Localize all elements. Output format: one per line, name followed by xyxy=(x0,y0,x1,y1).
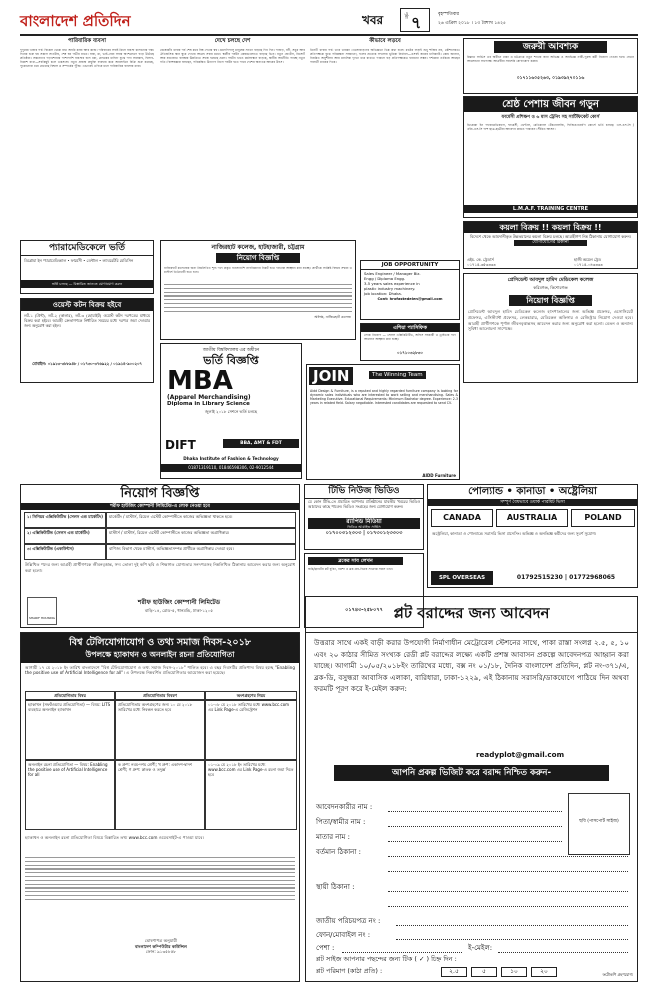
ad-job-opportunity xyxy=(360,260,460,320)
mba-sub: (Apparel Merchandising) xyxy=(167,394,251,401)
tv-company xyxy=(308,518,420,529)
telecom-header xyxy=(21,633,299,663)
housing-logo-text: SHARIF HOUSING xyxy=(28,616,56,620)
field-name-line[interactable] xyxy=(388,811,562,812)
company-phone: 01792515230 | 01772968065 xyxy=(516,574,616,581)
field-permanent-line[interactable] xyxy=(388,891,628,892)
news-article-sports xyxy=(310,38,460,238)
field-email: ই-মেইল: xyxy=(468,944,493,952)
join-sub: The Winning Team xyxy=(369,371,426,379)
field-profession-line[interactable] xyxy=(342,952,462,953)
ad-kayla xyxy=(463,221,638,269)
job-email: Cont: hrofastedelen@gmail.com xyxy=(377,297,443,301)
article-headline: দেখে চলছে দেশ xyxy=(214,38,251,44)
field-plot-amount: প্লট পরিমাণ (কাঠা প্রতি) : xyxy=(316,967,383,975)
ad-subtitle: সম্পূর্ণ বৈধভাবে ওয়ার্ক পারমিট ভিসা xyxy=(428,499,637,506)
page-number-box xyxy=(400,8,430,32)
join-body: Aidd Design & Furniture, is a reputed and highly regarded furniture company is looking for dynamic sales individuals who are interested to work selling and merchandising. Sales & Marketing Executive. Educational Requirements: Minimum Bachelor degree. Experience: 2-3 years in related field. Salary negotiable. Interested candidates are requested to send CV. xyxy=(310,389,458,406)
field-name: আবেদনকারীর নাম : xyxy=(316,803,373,811)
field-nid: জাতীয় পরিচয়পত্র নং : xyxy=(316,917,381,925)
tv-phone: ০১৭০০৩১২৩০৩ | ০১৭৩০১২৩৩০৩ xyxy=(325,530,403,536)
job-line: Engg / Diploma Engg. xyxy=(364,276,406,281)
ad-body: বিদেশে থেকে আমদানীকৃত উন্নতমানের কয়লা বিক্রয় চলছে। আগ্রহীগণ নিম্ন ঠিকানায় যোগাযোগ করুন। xyxy=(469,234,632,239)
photo-box xyxy=(568,793,630,855)
masthead-rule xyxy=(20,34,638,36)
article-headline: কীভাবে লড়বে xyxy=(369,38,401,44)
plot-form xyxy=(305,632,638,982)
country-canada: CANADA xyxy=(431,509,493,527)
ad-phone: মোবাইল: ০১৯১৩-৩৮৮৯৪৮ / ০১৭৩০-৩৭৬৯২২ / ০১৯১৪-৯০০২০৭ xyxy=(32,361,142,366)
field-email-line[interactable] xyxy=(498,952,628,953)
size-option[interactable]: ১০ xyxy=(501,967,527,977)
table-cell: অনলাইন রচনা প্রতিযোগিতা — বিষয়: Enabling the positive use of Artificial Intelligence for all xyxy=(25,760,115,830)
news-article-family-business xyxy=(20,38,154,238)
footer-block xyxy=(61,597,297,615)
ad-paramedical xyxy=(20,240,154,294)
footer-company: শরীফ হাউজিং কোম্পানী লিমিটেড xyxy=(137,599,221,606)
issue-date: ২৬ এপ্রিল ২০১৮ । ১৩ বৈশাখ ১৪২৫ xyxy=(438,21,506,26)
ad-title: ভর্তি বিজ্ঞপ্তি xyxy=(203,354,259,367)
position-value: মার্কেটিং / মাস্টার্স, রিয়েল এস্টেট কোম্পানীতে কাজের অভিজ্ঞতা থাকতে হবে। xyxy=(106,512,296,528)
contact-phone: ০১৭১৫-০৪৩৩৩৩ xyxy=(574,261,603,267)
plot-title: প্লট বরাদ্দের জন্য আবেদন xyxy=(305,596,638,632)
country-poland: POLAND xyxy=(571,509,635,527)
ad-contact-right xyxy=(574,258,603,267)
field-nid-line[interactable] xyxy=(396,925,628,926)
article-body: দুপুরের খাবার পর্ব। বিকেল থেকে রাত অবধি কাজ আর কাজ। পরিবারের সবাই মিলে ব্যবসা চালানোর গল্প। দিনের শুরু হয় সকাল সাতটায়, শেষ হয় গভীর রাতে। বাবা, মা, ভাই-বোন সবার অংশগ্রহণে গড়ে উঠেছে প্রতিষ্ঠান। সন্তানদের পড়াশোনার পাশাপাশি ব্যবসার হাল ধরা, গ্রাহকের চাহিদা বুঝে পণ্য সরবরাহ, হিসাব-নিকাশ রাখা—সবকিছুই চলে একসঙ্গে। নতুন প্রজন্ম প্রযুক্তি ব্যবহার করে অনলাইনে বিক্রি শুরু করেছে, পুরোনোরা ধরে রেখেছে বিশ্বাস ও সম্পর্কের পুঁজি। এভাবেই এগিয়ে চলে পারিবারিক ব্যবসার ধারা। xyxy=(20,48,154,69)
table-header: অংশগ্রহণের নিয়ম xyxy=(205,691,297,700)
ad-title: নিয়োগ বিজ্ঞপ্তি xyxy=(120,486,200,501)
ad-phone: ০১৭১০৩২৮৩০ xyxy=(397,350,423,355)
article-body: রেস্তোরাঁর খাবার পর্ব শেষ করে বিশ্ব দেখার স্বপ্ন। ভ্রমণপিপাসু মানুষের সংখ্যা বাড়ছে দিন দিন। পাহাড়, নদী, সমুদ্র আর ঐতিহাসিক স্থান ঘুরে দেখার আগ্রহ সবার মধ্যে। স্থানীয় পর্যটন কেন্দ্রগুলোতে বাড়ছে ভিড়। নতুন হোটেল, রিসোর্ট আর যাতায়াত ব্যবস্থার উন্নতিতে সহজ হয়েছে ভ্রমণ। পর্যটন খাতে কর্মসংস্থান বাড়ছে, স্থানীয় অর্থনীতি পাচ্ছে নতুন গতি। বিশেষজ্ঞরা বলছেন, পরিকল্পিত উদ্যোগ নিলে পর্যটন হতে পারে দেশের অন্যতম আয়ের উৎস। xyxy=(160,48,305,65)
mba-sub2: Diploma in Library Science xyxy=(167,401,250,407)
field-present-line-2[interactable] xyxy=(388,871,628,872)
page-label: পৃষ্ঠা xyxy=(404,12,409,19)
ad-subtitle: উপলক্ষে হ্যাকাথন ও অনলাইন রচনা প্রতিযোগিতা xyxy=(85,650,235,659)
job-line: Sales Engineer / Manager Biz. xyxy=(364,271,421,276)
table-cell: প্রতিযোগিতায় অংশগ্রহণের জন্য ১০ মে ২০১৮ তারিখের মধ্যে নিবন্ধন করতে হবে xyxy=(115,700,205,760)
ad-body: প্রেসিডেন্ট আবদুল হামিদ মেডিকেল কলেজ হাসপাতালের জন্য অভিজ্ঞ প্রফেসর, এসোসিয়েট প্রফেসর, এসিস্ট্যান্ট প্রফেসর, লেকচারার, মেডিকেল অফিসার ও রেজিস্ট্রার নিয়োগ দেওয়া হবে। আগ্রহী প্রার্থীগণকে পূর্ণাঙ্গ জীবনবৃত্তান্তসহ আবেদন করার জন্য অনুরোধ করা হলো। বেতন ও অন্যান্য সুবিধা আলোচনা সাপেক্ষে। xyxy=(468,309,633,332)
field-father: পিতা/স্বামীর নাম : xyxy=(316,818,366,826)
ad-title: ব্লকের সাব লেখন xyxy=(308,557,403,565)
sign-line: ফোন: ৯১৩৫৮৫৮ xyxy=(145,949,177,954)
ad-tv-news xyxy=(304,484,424,550)
ad-title: শ্রেষ্ঠ পেশায় জীবন গড়ুন xyxy=(464,97,637,112)
size-option[interactable]: ২০ xyxy=(531,967,557,977)
housing-logo xyxy=(27,597,57,625)
position-value: বাণিজ্য বিভাগ থেকে মাস্টার্স, অভিজ্ঞতাসম্পন্ন প্রার্থীকে অগ্রাধিকার দেওয়া হবে। xyxy=(106,544,296,560)
college-address: করিমগঞ্জ, কিশোরগঞ্জ xyxy=(533,285,568,290)
plot-email: readyplot@gmail.com xyxy=(476,750,565,759)
position-table xyxy=(24,512,296,560)
job-line: 3-5 years sales experience in xyxy=(364,281,420,286)
ad-body: উল্লিখিত পদের জন্য আগ্রহী প্রার্থীগণকে জীবনবৃত্তান্ত, সদ্য তোলা দুই কপি ছবি ও শিক্ষাগত যোগ্যতার সনদপত্রসহ নিম্নলিখিত ঠিকানায় আবেদন করার জন্য অনুরোধ করা হলো। xyxy=(25,562,295,573)
ad-title: এশিয়া প্যাসিফিক xyxy=(361,324,459,332)
sign-line: বাংলাদেশ কম্পিউটার কাউন্সিল xyxy=(134,943,188,949)
ad-title: নিয়োগ বিজ্ঞপ্তি xyxy=(216,253,300,263)
job-line: plastic industry machinery. xyxy=(364,286,416,291)
table-cell: হ্যাকাথন (সফটওয়্যার প্রতিযোগিতা) — বিষয়: LITS ব্যবহারে অনলাইন হ্যাকাথন xyxy=(25,700,115,760)
plot-banner: আপনি প্রকল্প ভিজিট করে বরাদ্দ নিশ্চিত করুন- xyxy=(334,765,609,781)
ad-title: টিভি নিউজ ভিডিও xyxy=(305,485,423,499)
ad-title: JOB OPPORTUNITY xyxy=(361,261,459,270)
ad-nazirhat xyxy=(160,240,356,340)
ad-title: নিয়োগ বিজ্ঞপ্তি xyxy=(509,295,592,306)
sign-line: ঘোষণাপত্র অনুযায়ী xyxy=(144,938,178,943)
size-option[interactable]: ৫ xyxy=(471,967,497,977)
position-value: মাস্টার্স / মাস্টার্স, রিয়েল এস্টেট কোম্পানীতে কাজের অভিজ্ঞতা অগ্রাধিকার। xyxy=(106,528,296,544)
masthead xyxy=(20,8,638,34)
ad-title: ওয়েস্ট কটন বিক্রয় হইবে xyxy=(21,299,153,311)
article-headline: পারিবারিক ব্যবসা xyxy=(68,38,106,44)
ad-telecom-day xyxy=(20,632,300,982)
photo-label: ছবি (পাসপোর্ট সাইজ) xyxy=(579,819,619,824)
ad-title: কয়লা বিক্রয় !! কয়লা বিক্রয় !! xyxy=(464,222,637,233)
mba-note: জুলাই ২০১৮ সেশনে ভর্তি চলছে xyxy=(204,409,258,414)
field-permanent-line-2[interactable] xyxy=(388,906,628,907)
size-option[interactable]: ২.৫ xyxy=(441,967,467,977)
field-profession: পেশা : xyxy=(316,944,335,952)
position-label: ২। এক্সিকিউটিভ (সেলস এন্ড মার্কেটিং) xyxy=(24,528,106,544)
field-present-line[interactable] xyxy=(388,856,628,857)
job-lines xyxy=(361,270,459,297)
ad-mba xyxy=(160,343,302,479)
photocopy-note: ফটোকপি গ্রহণযোগ্য xyxy=(602,972,633,977)
section-title: খবর xyxy=(362,13,384,27)
field-phone: ফোন/মোবাইল নং : xyxy=(316,931,371,939)
ad-body: মিল্লাত সার্ভিস এর অধীনে ঢাকা ও চট্টগ্রামে নতুন শাখার জন্য অভিজ্ঞ ও অনভিজ্ঞ নারী-পুরুষ কর্মী নিয়োগ দেওয়া হবে। বেতন আলোচনা সাপেক্ষে। আগ্রহীরা সরাসরি যোগাযোগ করুন। xyxy=(467,55,634,64)
contact-name: এইচ. কে. ট্রেডার্স xyxy=(467,257,494,262)
company-name: SPL OVERSEAS xyxy=(431,571,493,585)
ad-phone: ০১৭১১৬০৫২৬৩, ০১৯৩৯২৭০১১৬ xyxy=(516,76,585,81)
table-cell: ০১-০৮ মে ২০১৮ তারিখের মধ্যে www.bcc.com এর Link Page-এ রেজিস্ট্রেশন xyxy=(205,700,297,760)
ad-waste-cotton xyxy=(20,298,154,383)
ad-president-medical xyxy=(463,273,638,383)
telecom-fine-print xyxy=(21,855,299,905)
ad-title: পোল্যান্ড • কানাডা • অষ্ট্রেলিয়া xyxy=(468,486,597,497)
footer-address: বাড়ি-১৪, রোড-৫, ধানমন্ডি, ঢাকা-১২০৫ xyxy=(144,608,214,613)
ad-contact-title: যোগাযোগের ঠিকানা xyxy=(514,240,587,246)
issue-day: বৃহস্পতিবার xyxy=(438,12,459,17)
ad-title: প্যারামেডিকেলে ভর্তি xyxy=(21,241,153,256)
ad-asia xyxy=(360,323,460,361)
competition-table xyxy=(25,691,295,831)
position-label: ৩। এক্সিকিউটিভ (একাউন্টস) xyxy=(24,544,106,560)
join-footer: AIDD Furniture xyxy=(422,473,456,478)
ad-contact-left xyxy=(467,258,496,267)
ad-subtitle: ফার্মেসী প্রশিক্ষণ ও ৬ মাস ট্রেনিং সহ সার্টিফিকেট কোর্স xyxy=(501,115,600,120)
ad-join-team xyxy=(306,364,460,480)
tv-company-sub: ভিডিও আর্কাইভ সার্ভিস xyxy=(347,525,381,529)
field-permanent-address: স্থায়ী ঠিকানা : xyxy=(316,883,355,891)
ad-body: জমি/ফ্ল্যাটের প্লট বুকিং, নকশা ও ব্লক ক্রয়-বিক্রয় সংক্রান্ত সকল তথ্য। xyxy=(308,567,394,571)
ad-body: অস্ট্রেলিয়া, কানাডা ও পোল্যান্ডে সরাসরি ভিসা প্রসেসিং। অভিজ্ঞ ও অনভিজ্ঞ কর্মীদের জন্য সুবর্ণ সুযোগ। xyxy=(432,531,597,536)
ad-items: ডিপ্লোমা ইন প্যারামেডিক্যাল • ফার্মেসী • ডেন্টাল • ল্যাবরেটরি মেডিসিন xyxy=(24,258,134,263)
field-father-line[interactable] xyxy=(388,826,562,827)
mba-right-courses: BBA, AMT & FDT xyxy=(223,439,299,448)
institute-name: Dhaka Institute of Fashion & Technology xyxy=(183,456,279,461)
ad-fine-print xyxy=(161,284,355,312)
country-row xyxy=(428,509,637,529)
tv-company-name: র‍্যাপিড মিডিয়া xyxy=(346,518,382,525)
ad-phone: ০১৭৪৩-২৫৮০৭৭ xyxy=(345,607,383,613)
field-phone-line[interactable] xyxy=(396,939,628,940)
table-header: প্রতিযোগিতার বিবরণ xyxy=(115,691,205,700)
contact-name: হাজী অয়েল ট্রেড xyxy=(574,257,601,262)
news-article-travel xyxy=(160,38,305,238)
ad-sharif-housing xyxy=(20,484,300,628)
table-cell: ক গ্রুপ: নবম-দশম শ্রেণী; খ গ্রুপ: একাদশ-দ্বাদশ শ্রেণী; গ গ্রুপ: স্নাতক ও তদুর্ধ্ব xyxy=(115,760,205,830)
institute-phone: 01871319110, 01846598306, 02-9012544 xyxy=(161,464,301,472)
ad-body: লট-১ (প্রিন্ট), লট-২ (কালার), লট-৩ (হোয়াইট) ওয়েস্ট কটন দরপত্রের মাধ্যমে বিক্রয় করা হইবে। আগ্রহী ক্রেতাগণকে নির্ধারিত সময়ের মধ্যে দরপত্র জমা দেওয়ার জন্য অনুরোধ করা হইল। xyxy=(24,313,150,328)
ad-title: বিশ্ব টেলিযোগাযোগ ও তথ্য সমাজ দিবস-২০১৮ xyxy=(69,637,251,648)
ad-body: ডিপ্লোমা ইন প্যারামেডিক্যাল, ফার্মেসী, ডেন্টাল, মেডিক্যাল টেকনোলজি, ফিজিওথেরাপি কোর্সে ভর্তি চলছে। এস.এস.সি / এইচ.এস.সি পাশ ছাত্র-ছাত্রীরা আবেদন করতে পারবেন। সীমিত আসন। xyxy=(467,123,634,132)
field-plot-size: প্লট সাইজ আপনার পছন্দের জন্য টিক ( ✓ ) চিহ্ন দিন : xyxy=(316,955,457,963)
page-number: ৭ xyxy=(411,13,422,32)
ad-jaruri xyxy=(463,38,638,94)
telecom-signature xyxy=(101,938,221,955)
dift-logo: DIFT xyxy=(165,438,196,452)
telecom-note: হ্যাকাথন ও অনলাইন রচনা প্রতিযোগিতা বিষয়ে বিস্তারিত তথ্য www.bcc.com ওয়েবসাইট-এ পাওয়া যাবে। xyxy=(25,835,205,840)
plot-body: উত্তরার সাথে একই বাড়ী করার উপযোগী নির্মাণাধীন মেট্রোরেল স্টেশনের সাথে, পাকা রাস্তা সংলগ্ন ২.৫, ৫, ১০ এবং ২০ কাঠার সীমিত সংখ্যক রেডী প্লট বরাদ্দের লক্ষ্যে একটি প্রশস্ত আবাসন প্রকল্পে আবেদনপত্র আহ্বান করা যাচ্ছে। আগামী ১০/০৫/২০১৮ইং তারিখের মধ্যে, বক্স নং ০১/১৮, দৈনিক বাংলাদেশ প্রতিদিন, প্লট নং-৩৭১/এ, ব্লক-ডি, বসুন্ধরা আবাসিক এলাকা, বারিধারা, ঢাকা-১২২৯, এই ঠিকানায় সরাসরি/ডাকযোগে পাঠিয়ে দিন অথবা ফরমটি পূরণ করে ই-মেইল করুন: xyxy=(314,638,629,693)
contact-phone: ০১৭১৫-৩৫৩৩৩৩ xyxy=(467,261,496,267)
article-body: তিনটি খাবার পর্ব। তবে তারকা খেলোয়াড়দের অভিজ্ঞতা ভিন্ন কথা বলে। মাঠের লড়াই শুধু শক্তির নয়, কৌশলেরও। প্রতিপক্ষকে বুঝে পরিকল্পনা সাজানো, দলের প্রত্যেক সদস্যের ভূমিকা নির্ধারণ—এসবই জয়ের চাবিকাঠি। কোচ জানান, নিয়মিত অনুশীলন আর মানসিক দৃঢ়তা ধরে রাখতে পারলে বড় প্রতিপক্ষকেও হারানো সম্ভব। দর্শকেরা তাকিয়ে আছেন পরবর্তী ম্যাচের দিকে। xyxy=(310,48,460,65)
logo: বাংলাদেশ প্রতিদিন xyxy=(20,12,131,30)
mba-degree: MBA xyxy=(167,366,233,396)
ad-body: নাজিরহাট কলেজের জন্য নিম্নলিখিত শূন্য পদে প্রকৃত বাংলাদেশি নাগরিকদের নিকট হতে দরখাস্ত আহ্বান করা যাচ্ছে। প্রার্থীকে সংশ্লিষ্ট বিষয়ে সন্মান ও মাস্টার্স ডিগ্রিধারী হতে হবে। xyxy=(164,266,352,275)
ad-header: জাতীয় বিশ্ববিদ্যালয় এর অধীনে xyxy=(202,348,260,353)
ad-signature: অধ্যক্ষ, নাজিরহাট কলেজ xyxy=(314,315,351,320)
position-label: ১। সিনিয়র এক্সিকিউটিভ (সেলস এন্ড মার্কেটিং) xyxy=(24,512,106,528)
join-title: JOIN xyxy=(309,367,353,385)
mba-logo-row xyxy=(165,438,299,454)
field-mother-line[interactable] xyxy=(388,841,562,842)
ad-footer: ভর্তি চলছে — বিস্তারিত জানতে যোগাযোগ করুন xyxy=(21,280,153,288)
telecom-intro: আগামী ১৭ মে ২০১৮ ইং তারিখ বাংলাদেশে "বিশ্ব টেলিযোগাযোগ ও তথ্য সমাজ দিবস-২০১৮" পালিত হবে। এ বছর দিবসটির প্রতিপাদ্য বিষয় হচ্ছে "Enabling the positive use of Artificial Intelligence for all"। এ উপলক্ষে নিম্নবর্ণিত প্রতিযোগিতার আয়োজন করা হয়েছে। xyxy=(25,665,295,676)
table-header: প্রতিযোগিতার বিষয় xyxy=(25,691,115,700)
ad-title: জরুরী আবশ্যক xyxy=(494,41,607,53)
ad-body: যে কোন টিভি-তে প্রচারিত আপনার প্রতিষ্ঠানের যাবতীয় খবরের ভিডিও আমাদের কাছে পাবেন। ভিডিও সংগ্রহের জন্য যোগাযোগ করুন। xyxy=(308,499,420,509)
field-mother: মাতার নাম : xyxy=(316,833,350,841)
college-name: নাজিরহাট কলেজ, হাটহাজারী, চট্টগ্রাম xyxy=(211,244,305,251)
ad-body: লোক নিয়োগ — সেলস এক্সিকিউটিভ, অফিস সহকারী ও ড্রাইভার পদে আবেদন আহ্বান করা হচ্ছে। xyxy=(364,333,456,342)
field-present-address: বর্তমান ঠিকানা : xyxy=(316,848,361,856)
job-line: Job location: Dhaka. xyxy=(364,291,402,296)
ad-poland-canada xyxy=(427,484,638,588)
ad-footer: L.M.A.F. TRAINING CENTRE xyxy=(464,205,637,213)
country-australia: AUSTRALIA xyxy=(496,509,568,527)
college-name: প্রেসিডেন্ট আবদুল হামিদ মেডিকেল কলেজ xyxy=(507,277,594,283)
company-line: শরীফ হাউজিং কোম্পানী লিমিটেড-এ লোক নেওয়া হবে xyxy=(21,503,299,510)
ad-sreshtho-pesha xyxy=(463,96,638,218)
table-cell: ০১-০৯ মে ২০১৮ ইং তারিখের মধ্যে www.bcc.com এর Link Page-এ রচনা জমা দিতে হবে xyxy=(205,760,297,830)
